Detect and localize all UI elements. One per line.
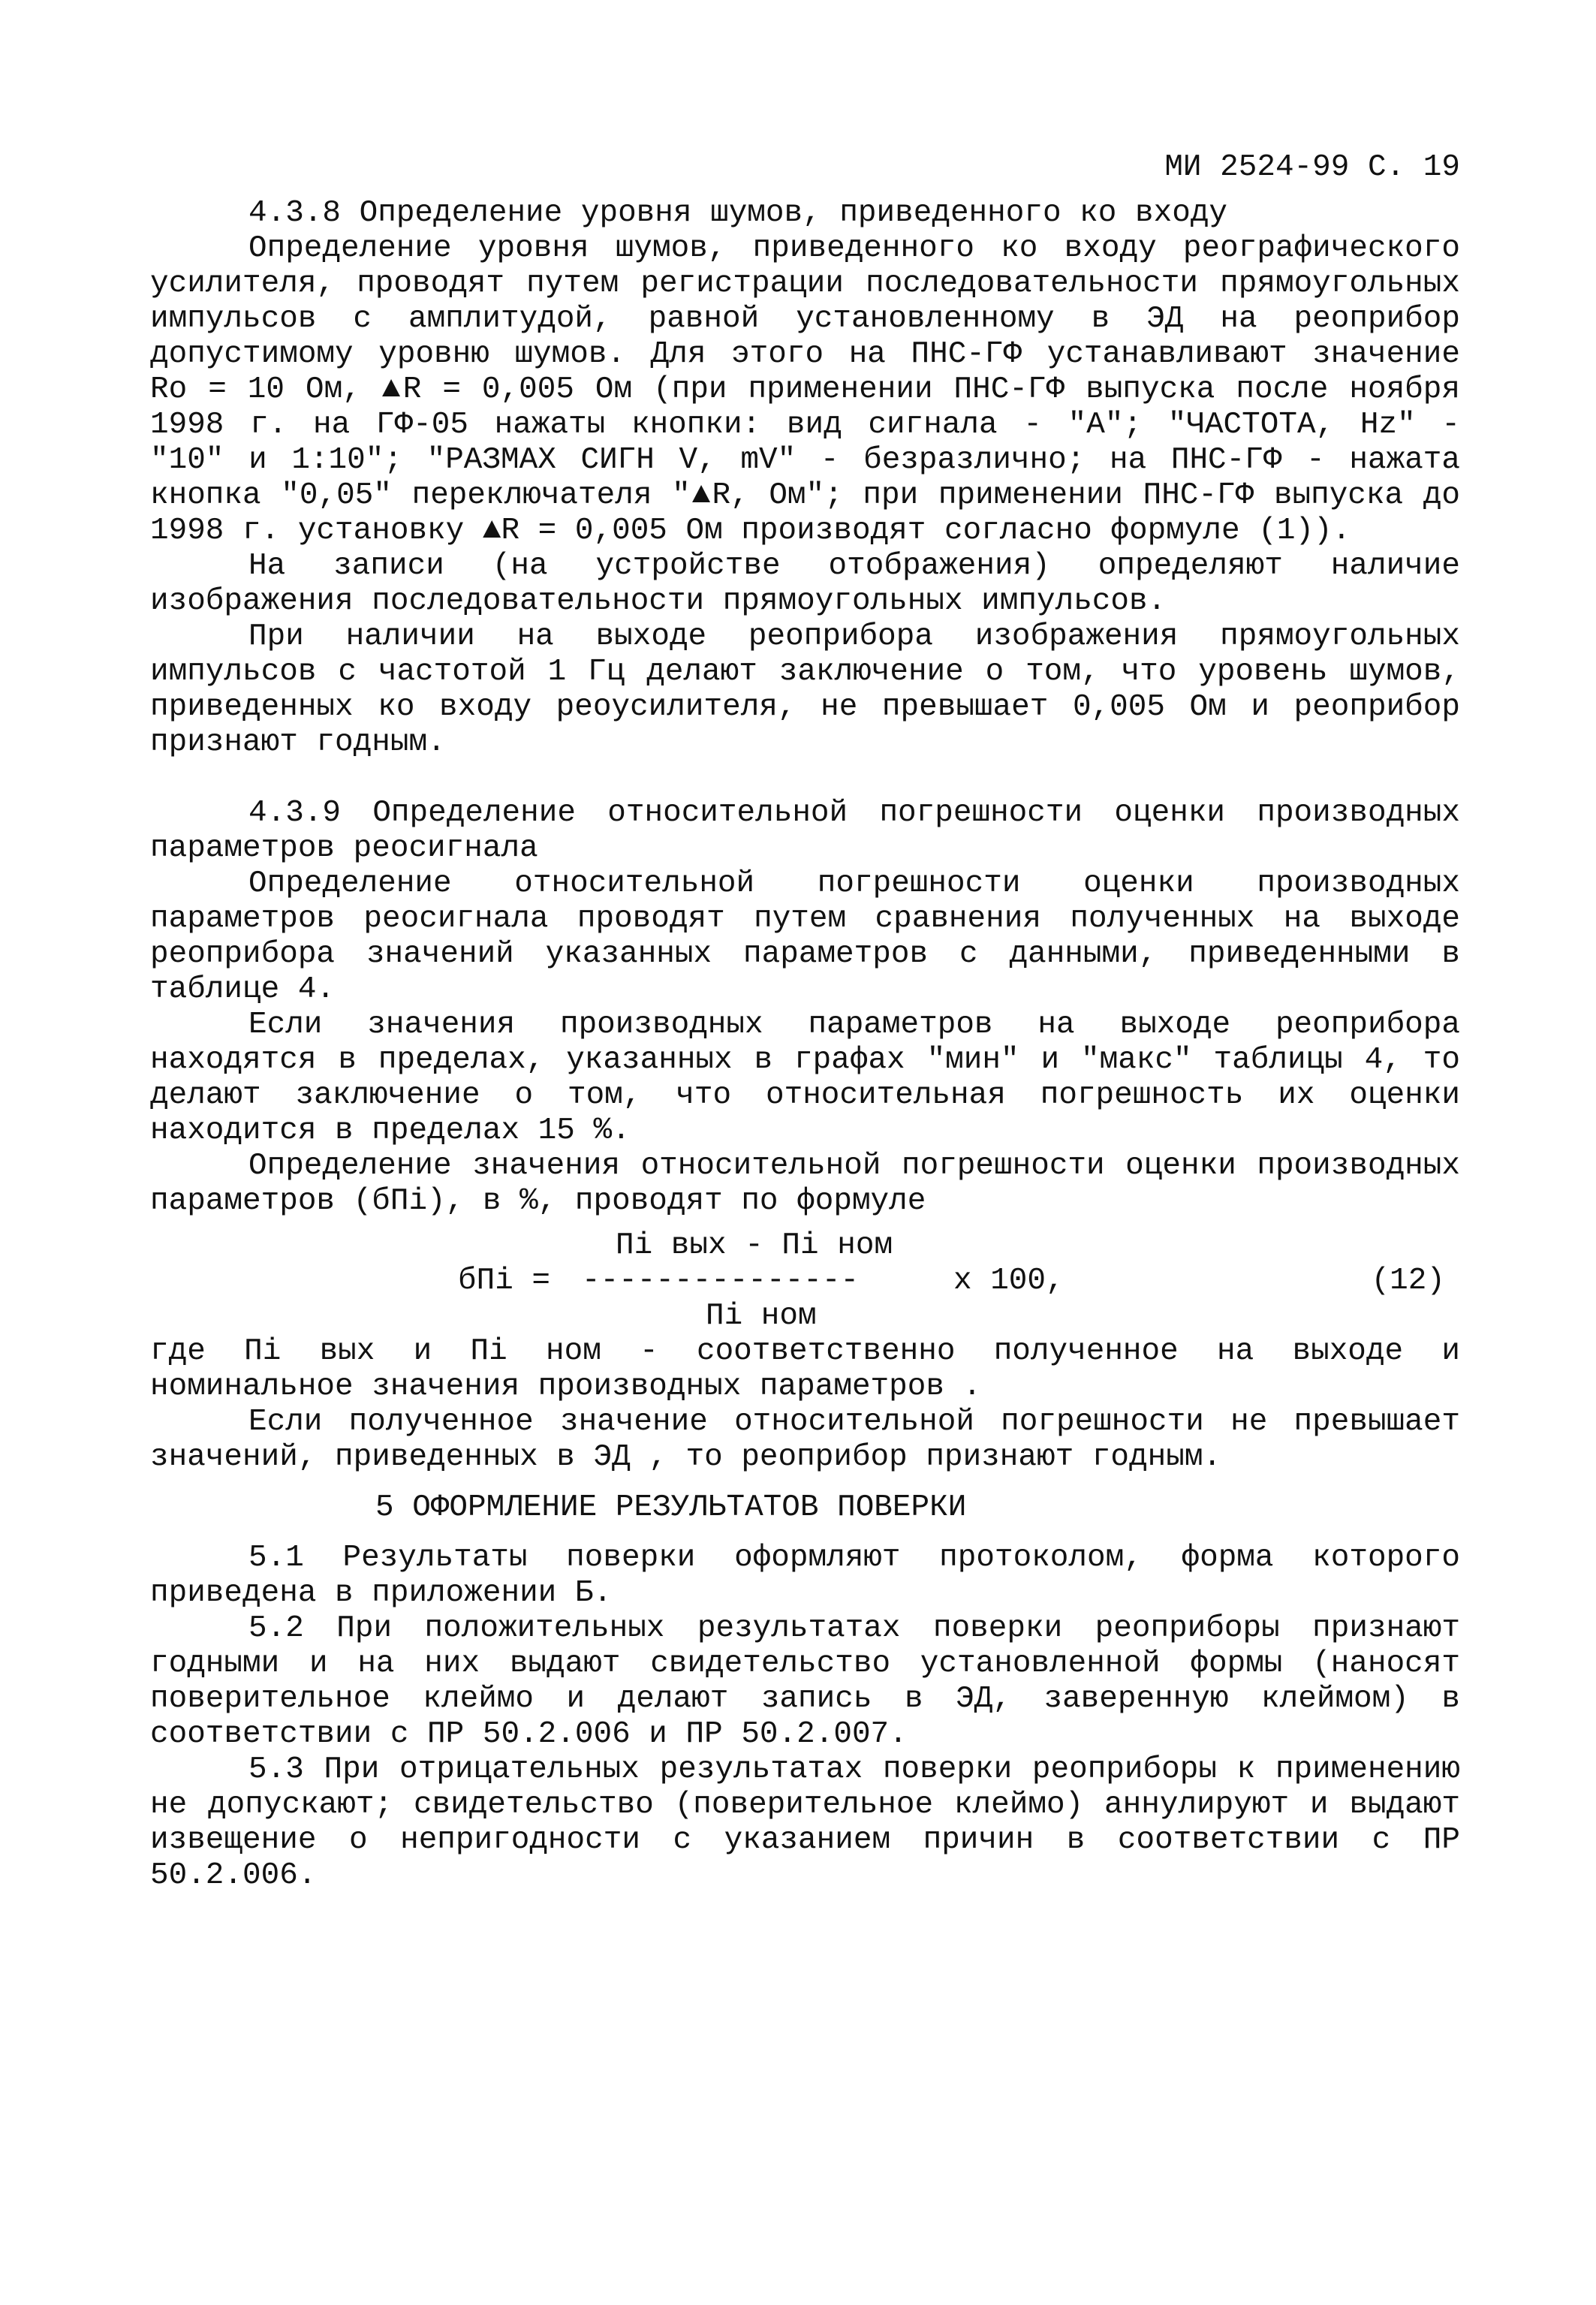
section-4-3-8-heading: 4.3.8 Определение уровня шумов, приведенного ко входу <box>248 196 1228 230</box>
formula-fraction-line: --------------- <box>582 1264 860 1298</box>
section-4-3-9-heading: 4.3.9 Определение относительной погрешности оценки производных параметров реосигнала <box>150 796 1460 866</box>
section-4-3-9-paragraph-1: Определение относительной погрешности оценки производных параметров реосигнала проводят путем сравнения полученных на выходе реоприбора значений указанных параметров с данными, приведенными в таблице 4. <box>150 866 1460 1007</box>
formula-numerator: Пi вых - Пi ном <box>616 1228 893 1263</box>
formula-denominator: Пi ном <box>706 1299 817 1333</box>
formula-lhs: бПi = <box>458 1264 551 1298</box>
section-5-2-paragraph: 5.2 При положительных результатах поверки реоприборы признают годными и на них выдают свидетельство установленной формы (наносят поверительное клеймо и делают запись в ЭД, заверенную клеймом) в соответствии с ПР 50.2.006 и ПР 50.2.007. <box>150 1611 1460 1752</box>
section-4-3-9-paragraph-2: Если значения производных параметров на выходе реоприбора находятся в пределах, указанных в графах "мин" и "макс" таблицы 4, то делают заключение о том, что относительная погрешность их оценки находится в пределах 15 %. <box>150 1008 1460 1148</box>
section-4-3-9-paragraph-4: где Пi вых и Пi ном - соответственно полученное на выходе и номинальное значения производных параметров . <box>150 1334 1460 1404</box>
section-4-3-8-paragraph-1: Определение уровня шумов, приведенного ко входу реографического усилителя, проводят путем регистрации последовательности прямоугольных импульсов с амплитудой, равной установленному в ЭД на реоприбор допустимому уровню шумов. Для этого на ПНС-ГФ устанавливают значение Ro = 10 Ом, ▲R = 0,005 Ом (при применении ПНС-ГФ выпуска после ноября 1998 г. на ГФ-05 нажаты кнопки: вид сигнала - "А"; "ЧАСТОТА, Hz" - "10" и 1:10"; "РАЗМАХ СИГН V, mV" - безразлично; на ПНС-ГФ - нажата кнопка "0,05" переключателя "▲R, Ом"; при применении ПНС-ГФ выпуска до 1998 г. установку ▲R = 0,005 Ом производят согласно формуле (1)). <box>150 231 1460 548</box>
section-5-1-paragraph: 5.1 Результаты поверки оформляют протоколом, форма которого приведена в приложении Б. <box>150 1541 1460 1610</box>
document-page <box>150 150 1460 1894</box>
section-4-3-9-paragraph-5: Если полученное значение относительной погрешности не превышает значений, приведенных в ЭД , то реоприбор признают годным. <box>150 1405 1460 1475</box>
formula-number: (12) <box>1371 1264 1445 1298</box>
section-4-3-8-paragraph-2: На записи (на устройстве отображения) определяют наличие изображения последовательности прямоугольных импульсов. <box>150 549 1460 619</box>
section-5-title: 5 ОФОРМЛЕНИЕ РЕЗУЛЬТАТОВ ПОВЕРКИ <box>375 1490 967 1525</box>
section-4-3-9-paragraph-3: Определение значения относительной погрешности оценки производных параметров (бПi), в %, проводят по формуле <box>150 1149 1460 1219</box>
page-header: МИ 2524-99 С. 19 <box>1164 150 1460 185</box>
spacer <box>150 761 1460 796</box>
section-4-3-8-paragraph-3: При наличии на выходе реоприбора изображения прямоугольных импульсов с частотой 1 Гц делают заключение о том, что уровень шумов, приведенных ко входу реоусилителя, не превышает 0,005 Ом и реоприбор признают годным. <box>150 619 1460 760</box>
formula-multiplier: x 100, <box>953 1264 1065 1298</box>
formula-12 <box>150 1228 1460 1334</box>
section-5-3-paragraph: 5.3 При отрицательных результатах поверки реоприборы к применению не допускают; свидетельство (поверительное клеймо) аннулируют и выдают извещение о непригодности с указанием причин в соответствии с ПР 50.2.006. <box>150 1752 1460 1893</box>
